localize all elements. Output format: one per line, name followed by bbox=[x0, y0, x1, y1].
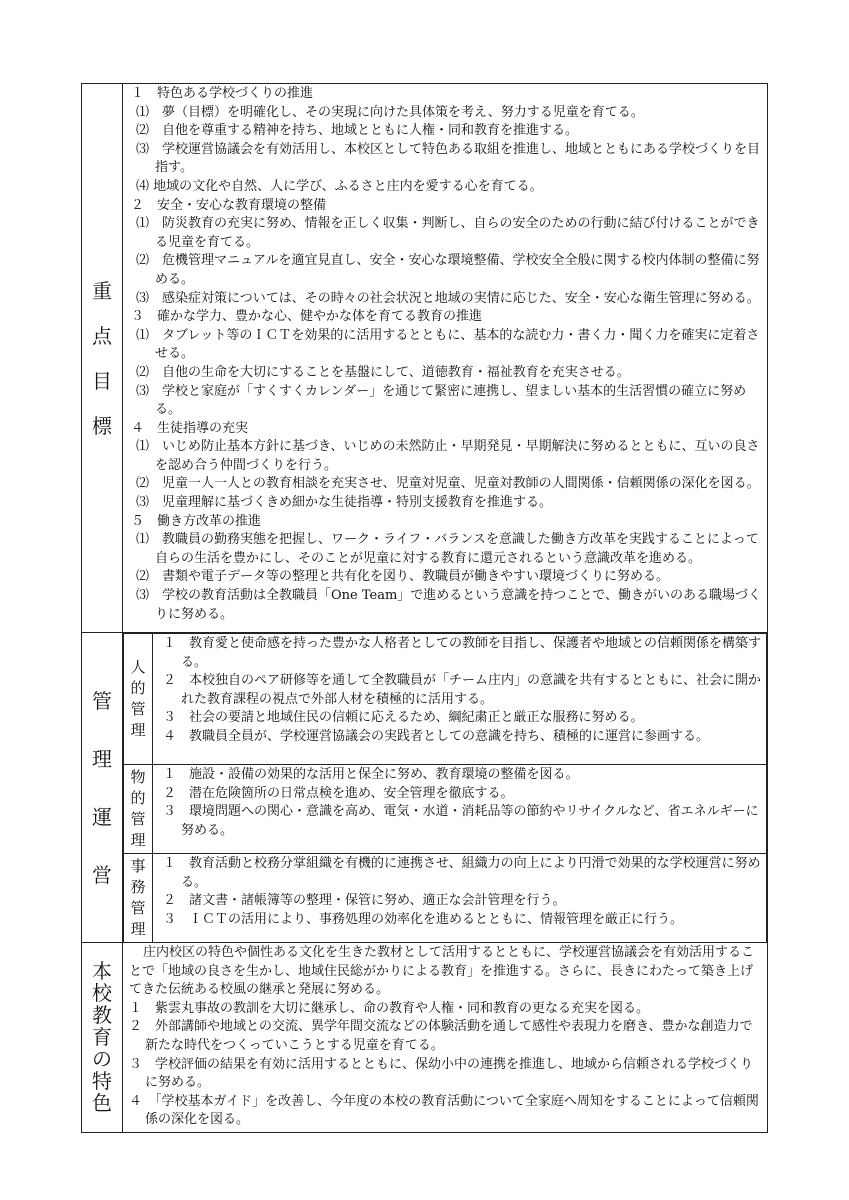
group-item: ⑴ いじめ防止基本方針に基づき、いじめの未然防止・早期発見・早期解決に努めるとともに、互いの良さを認め合う仲間づくりを行う。 bbox=[136, 439, 760, 473]
kanri-sub-row bbox=[124, 634, 767, 765]
kanri-row bbox=[82, 633, 768, 943]
list-item: ４ 教職員全員が、学校運営協議会の実践者としての意識を持ち、積極的に運営に参画する。 bbox=[163, 728, 710, 744]
kanri-sub-row bbox=[124, 854, 767, 943]
juten-label bbox=[82, 84, 123, 633]
label-char: 点 bbox=[92, 323, 112, 348]
group-heading: ３ 確かな学力、豊かな心、健やかな体を育てる教育の推進 bbox=[131, 309, 483, 325]
sub-label-butteki bbox=[124, 765, 153, 854]
list-item: ３ 環境問題への関心・意識を高め、電気・水道・消耗品等の節約やリサイクルなど、省エネルギーに努める。 bbox=[163, 804, 759, 838]
group-item: ⑶ 感染症対策については、その時々の社会状況と地域の実情に応じた、安全・安心な衛生管理に努める。 bbox=[136, 290, 760, 306]
school-plan-table bbox=[81, 83, 768, 1133]
group-item: ⑵ 書類や電子データ等の整理と共有化を図り、教職員が働きやすい環境づくりに努める。 bbox=[136, 569, 670, 585]
intro-paragraph: 庄内校区の特色や個性ある文化を生きた教材として活用するとともに、学校運営協議会を有効活用することで「地域の良さを生かし、地域住民総がかりによる教育」を推進する。さらに、長きにわたって築き上げてきた伝統ある校風の継承と発展に努める。 bbox=[129, 945, 755, 998]
group-heading: １ 特色ある学校づくりの推進 bbox=[131, 86, 314, 101]
sub-label-jimu bbox=[124, 854, 153, 943]
list-item: ２ 外部講師や地域との交流、異学年間交流などの体験活動を通して感性や表現力を磨き、豊かな創造力で新たな時代をつくっていこうとする児童を育てる。 bbox=[129, 1019, 753, 1053]
label-char: 的 bbox=[130, 679, 146, 697]
label-char: 教 bbox=[92, 1003, 112, 1028]
juten-row bbox=[82, 84, 768, 633]
list-item: １ 教育活動と校務分掌組織を有機的に連携させ、組織力の向上により円滑で効果的な学校運営に努める。 bbox=[163, 856, 761, 890]
list-item: ３ ＩＣＴの活用により、事務処理の効率化を進めるとともに、情報管理を厳正に行う。 bbox=[163, 911, 684, 927]
label-char: 色 bbox=[92, 1091, 112, 1116]
kanri-subtable bbox=[123, 633, 767, 942]
label-char: 特 bbox=[92, 1069, 112, 1094]
group-item: ⑴ 防災教育の充実に努め、情報を正しく収集・判断し、自らの安全のための行動に結び付けることができる児童を育てる。 bbox=[136, 216, 760, 250]
group-item: ⑵ 自他を尊重する精神を持ち、地域とともに人権・同和教育を推進する。 bbox=[136, 123, 579, 139]
list-item: ２ 潜在危険箇所の日常点検を進め、安全管理を徹底する。 bbox=[163, 785, 514, 801]
label-char: 理 bbox=[130, 721, 146, 739]
group-item: ⑶ 児童理解に基づくきめ細かな生徒指導・特別支援教育を推進する。 bbox=[136, 495, 553, 511]
group-heading: ４ 生徒指導の充実 bbox=[131, 420, 249, 436]
label-char: 物 bbox=[130, 768, 146, 786]
group-item: ⑶ 学校と家庭が「すくすくカレンダー」を通じて緊密に連携し、望ましい基本的生活習慣の確立に努める。 bbox=[136, 383, 747, 418]
label-char: 人 bbox=[130, 658, 146, 676]
label-char: 管 bbox=[92, 688, 112, 713]
list-item: １ 教育愛と使命感を持った豊かな人格者としての教師を目指し、保護者や地域との信頼関係を構築する。 bbox=[163, 636, 762, 670]
sub-content-butteki bbox=[153, 765, 767, 854]
group-heading: ５ 働き方改革の推進 bbox=[131, 513, 262, 529]
group-item: ⑵ 児童一人一人との教育相談を充実させ、児童対児童、児童対教師の人間関係・信頼関係の深化を図る。 bbox=[136, 476, 760, 492]
group-item: ⑴ タブレット等のＩＣＴを効果的に活用するとともに、基本的な読む力・書く力・聞く力を確実に定着させる。 bbox=[136, 327, 760, 362]
label-char: 事 bbox=[130, 857, 146, 875]
label-char: 校 bbox=[92, 981, 112, 1006]
list-item: １ 紫雲丸事故の教訓を大切に継承し、命の教育や人権・同和教育の更なる充実を図る。 bbox=[129, 1000, 650, 1016]
group-item: ⑷ 地域の文化や自然、人に学び、ふるさと庄内を愛する心を育てる。 bbox=[136, 178, 543, 194]
label-char: 管 bbox=[130, 899, 146, 917]
group-item: ⑶ 学校の教育活動は全教職員「One Team」で進めるという意識を持つことで、働きがいのある職場づくりに努める。 bbox=[136, 588, 762, 622]
list-item: ３ 社会の要請と地域住民の信頼に応えるため、綱紀粛正と厳正な服務に努める。 bbox=[163, 710, 644, 726]
label-char: 務 bbox=[130, 878, 146, 896]
list-item: ２ 諸文書・諸帳簿等の整理・保管に努め、適正な会計管理を行う。 bbox=[163, 893, 566, 909]
label-char: 目 bbox=[92, 368, 112, 393]
kanri-label bbox=[82, 633, 123, 943]
group-item: ⑶ 学校運営協議会を有効活用し、本校区として特色ある取組を推進し、地域とともにある学校づくりを目指す。 bbox=[136, 141, 761, 176]
list-item: ４ 「学校基本ガイド」を改善し、今年度の本校の教育活動について全家庭へ周知をすることによって信頼関係の深化を図る。 bbox=[129, 1093, 759, 1128]
sub-content-jimu bbox=[153, 854, 767, 943]
juten-content bbox=[123, 84, 768, 633]
kanri-content bbox=[123, 633, 768, 943]
label-char: 理 bbox=[92, 746, 112, 771]
label-char: 的 bbox=[130, 789, 146, 807]
group-item: ⑵ 自他の生命を大切にすることを基盤にして、道徳教育・福祉教育を充実させる。 bbox=[136, 364, 630, 380]
list-item: １ 施設・設備の効果的な活用と保全に努め、教育環境の整備を図る。 bbox=[163, 767, 579, 782]
label-char: 重 bbox=[92, 278, 112, 303]
label-char: 育 bbox=[92, 1025, 112, 1050]
label-char: の bbox=[92, 1047, 112, 1072]
main-table bbox=[81, 83, 768, 1133]
list-item: ２ 本校独自のペア研修等を通して全教職員が「チーム庄内」の意識を共有するとともに、社会に開かれた教育課程の視点で外部人材を積極的に活用する。 bbox=[163, 673, 762, 707]
group-heading: ２ 安全・安心な教育環境の整備 bbox=[131, 197, 327, 213]
label-char: 営 bbox=[92, 862, 112, 887]
group-item: ⑵ 危機管理マニュアルを適宜見直し、安全・安心な環境整備、学校安全全般に関する校内体制の整備に努める。 bbox=[136, 253, 760, 287]
label-char: 理 bbox=[130, 920, 146, 938]
tokushoku-label bbox=[82, 943, 123, 1133]
tokushoku-row bbox=[82, 943, 768, 1133]
label-char: 理 bbox=[130, 831, 146, 849]
group-item: ⑴ 教職員の勤務実態を把握し、ワーク・ライフ・バランスを意識した働き方改革を実践することによって自らの生活を豊かにし、そのことが児童に対する教育に還元されるという意識改革を進める。 bbox=[136, 532, 759, 566]
sub-label-jinteki bbox=[124, 634, 153, 765]
list-item: ３ 学校評価の結果を有効に活用するとともに、保幼小中の連携を推進し、地域から信頼される学校づくりに努める。 bbox=[129, 1056, 754, 1091]
label-char: 管 bbox=[130, 700, 146, 718]
group-item: ⑴ 夢（目標）を明確化し、その実現に向けた具体策を考え、努力する児童を育てる。 bbox=[136, 104, 644, 120]
sub-content-jinteki bbox=[153, 634, 767, 765]
tokushoku-content bbox=[123, 943, 768, 1133]
kanri-sub-row bbox=[124, 765, 767, 854]
label-char: 管 bbox=[130, 810, 146, 828]
label-char: 運 bbox=[92, 804, 112, 829]
label-char: 標 bbox=[92, 413, 112, 438]
label-char: 本 bbox=[92, 959, 112, 984]
